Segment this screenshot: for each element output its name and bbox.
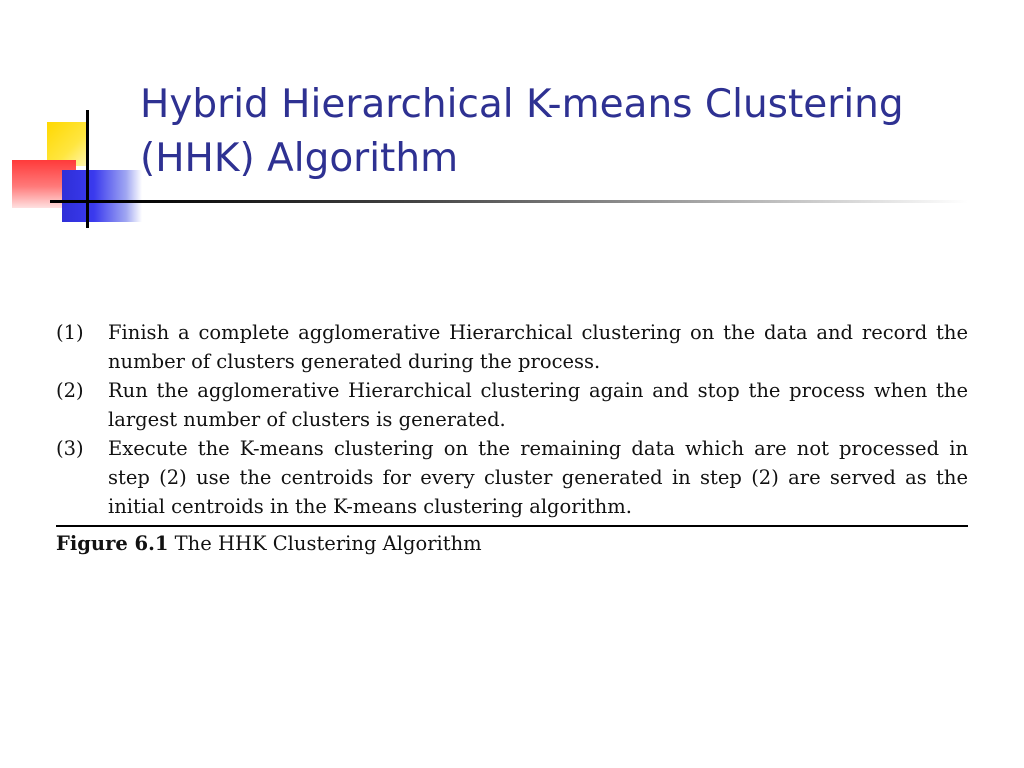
algorithm-steps	[56, 318, 968, 521]
title-line-2: (HHK) Algorithm	[140, 136, 459, 181]
step-text: Run the agglomerative Hierarchical clustering again and stop the process when the largest number of clusters is generated.	[108, 379, 968, 431]
step-number: (3)	[56, 437, 84, 460]
step-number: (1)	[56, 321, 84, 344]
algorithm-figure	[56, 318, 968, 559]
figure-divider	[56, 525, 968, 527]
step-3	[56, 434, 968, 521]
title-line-1: Hybrid Hierarchical K-means Clustering	[140, 82, 904, 127]
caption-text: The HHK Clustering Algorithm	[174, 532, 482, 555]
step-text: Execute the K-means clustering on the remaining data which are not processed in step (2) use the centroids for every cluster generated in step (2) are served as the initial centroids in the K-means clustering algorithm.	[108, 437, 968, 518]
step-number: (2)	[56, 379, 84, 402]
step-text: Finish a complete agglomerative Hierarchical clustering on the data and record the number of clusters generated during the process.	[108, 321, 968, 373]
caption-label: Figure 6.1	[56, 532, 169, 555]
slide-title	[140, 78, 1000, 186]
logo-vertical-line	[86, 110, 89, 228]
step-2	[56, 376, 968, 434]
title-underline	[118, 200, 968, 203]
blue-square-shape	[62, 170, 142, 222]
figure-caption	[56, 529, 968, 559]
step-1	[56, 318, 968, 376]
decorative-logo	[0, 100, 150, 240]
logo-horizontal-line	[50, 200, 120, 203]
